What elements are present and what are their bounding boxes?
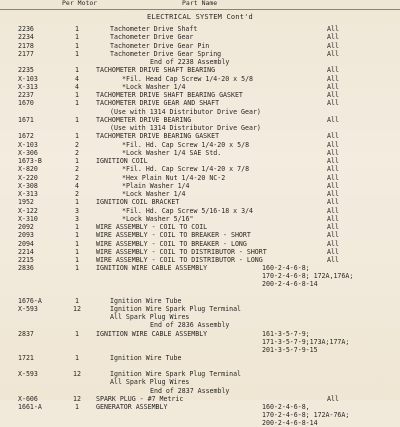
quantity: 1: [75, 25, 79, 33]
table-row: [0, 108, 400, 116]
part-number: 2178: [18, 41, 34, 50]
application: All: [327, 33, 339, 42]
table-row: [0, 157, 400, 165]
part-number: 2177: [18, 49, 34, 58]
quantity: 12: [73, 304, 81, 313]
quantity: 1: [75, 256, 79, 264]
application-line: [0, 419, 400, 427]
part-number: 1721: [18, 353, 34, 362]
table-row: [0, 362, 400, 370]
application: All: [327, 165, 339, 174]
table-row: [0, 395, 400, 403]
application: All: [327, 214, 339, 223]
application-models: 200-2-4-6-8-14: [262, 419, 318, 427]
header-per-motor: Per Motor: [62, 0, 98, 7]
application: All: [327, 181, 339, 190]
part-number: 1673-B: [18, 157, 42, 165]
table-row: [0, 174, 400, 182]
part-number: 2215: [18, 256, 34, 264]
part-number: X-220: [18, 173, 38, 182]
part-number: X-103: [18, 74, 38, 83]
quantity: 3: [75, 214, 79, 223]
table-row: [0, 66, 400, 74]
table-row: [0, 182, 400, 190]
part-number: 2237: [18, 91, 34, 99]
part-description: *Hex Plain Nut 1/4-20 NC-2: [122, 173, 226, 182]
application: All: [327, 157, 339, 165]
table-row: [0, 25, 400, 33]
part-description: Ignition Wire Tube: [110, 353, 182, 362]
quantity: 1: [75, 157, 79, 165]
part-number: 2236: [18, 25, 34, 33]
part-number: X-313: [18, 190, 38, 198]
part-description: (Use with 1314 Distributor Drive Gear): [110, 107, 261, 116]
part-number: 2094: [18, 239, 34, 248]
part-description: WIRE ASSEMBLY - COIL TO DISTRIBUTOR - SHORT: [96, 247, 267, 256]
application: All: [327, 206, 339, 215]
quantity: 1: [75, 296, 79, 305]
quantity: 1: [75, 198, 79, 207]
table-row: [0, 354, 400, 362]
quantity: 1: [75, 264, 79, 273]
quantity: 1: [75, 353, 79, 362]
quantity: 1: [75, 239, 79, 248]
application: All: [327, 190, 339, 198]
table-row: [0, 288, 400, 296]
quantity: 1: [75, 66, 79, 75]
part-number: X-308: [18, 181, 38, 190]
part-description: Tachometer Drive Gear: [110, 33, 194, 42]
quantity: 4: [75, 74, 79, 83]
part-number: 2836: [18, 264, 34, 273]
table-row: [0, 190, 400, 198]
quantity: 1: [75, 223, 79, 231]
part-number: X-593: [18, 304, 38, 313]
application-models: 170-2-4-6-8; 172A-76A;: [262, 411, 350, 419]
part-description: (Use with 1314 Distributor Drive Gear): [110, 124, 261, 132]
part-description: End of 2836 Assembly: [150, 321, 230, 330]
table-row: [0, 297, 400, 305]
table-row: [0, 149, 400, 157]
part-description: Tachometer Drive Shaft: [110, 25, 198, 33]
application-line: [0, 264, 400, 272]
quantity: 2: [75, 165, 79, 174]
part-description: TACHOMETER DRIVE BEARING: [96, 115, 192, 124]
table-row: [0, 321, 400, 329]
part-number: X-122: [18, 206, 38, 215]
quantity: 1: [75, 115, 79, 124]
part-description: IGNITION WIRE CABLE ASSEMBLY: [96, 264, 208, 273]
part-description: WIRE ASSEMBLY - COIL TO COIL: [96, 223, 208, 231]
table-row: [0, 305, 400, 313]
part-number: 1671: [18, 115, 34, 124]
quantity: 1: [75, 329, 79, 338]
part-number: 1676-A: [18, 296, 42, 305]
section-title: ELECTRICAL SYSTEM Cont'd: [147, 13, 253, 21]
application: All: [327, 140, 339, 149]
part-description: *Lock Washer 1/4: [122, 190, 186, 198]
part-description: WIRE ASSEMBLY - COIL TO BREAKER - SHORT: [96, 231, 251, 240]
part-number: X-820: [18, 165, 38, 174]
table-row: [0, 58, 400, 66]
header-part-name: Part Name: [182, 0, 218, 7]
quantity: 1: [75, 247, 79, 256]
part-description: End of 2837 Assembly: [150, 386, 230, 395]
part-description: *Fil. Hd. Cap Screw 1/4-20 x 7/8: [122, 165, 250, 174]
part-number: 2093: [18, 231, 34, 240]
table-row: [0, 387, 400, 395]
quantity: 1: [75, 33, 79, 42]
application-models: 161-3-5-7-9;: [262, 329, 310, 338]
application: All: [327, 394, 339, 403]
part-description: Ignition Wire Tube: [110, 296, 182, 305]
part-description: All Spark Plug Wires: [110, 378, 190, 387]
application-line: [0, 346, 400, 354]
quantity: 2: [75, 190, 79, 198]
part-number: X-606: [18, 394, 38, 403]
quantity: 1: [75, 132, 79, 141]
application: All: [327, 41, 339, 50]
part-description: *Fil. Head Cap Screw 1/4-20 x 5/8: [122, 74, 254, 83]
part-number: X-313: [18, 82, 38, 91]
application: All: [327, 91, 339, 99]
table-row: [0, 75, 400, 83]
part-description: *Fil. Hd. Cap Screw 1/4-20 x 5/8: [122, 140, 250, 149]
application-models: 200-2-4-6-8-14: [262, 280, 318, 289]
quantity: 1: [75, 99, 79, 108]
application-models: 170-2-4-6-8; 172A,176A;: [262, 272, 354, 281]
table-row: [0, 256, 400, 264]
table-row: [0, 116, 400, 124]
application-line: [0, 280, 400, 288]
part-description: WIRE ASSEMBLY - COIL TO DISTRIBUTOR - LONG: [96, 256, 263, 264]
application: All: [327, 247, 339, 256]
application: All: [327, 82, 339, 91]
quantity: 2: [75, 173, 79, 182]
application: All: [327, 74, 339, 83]
quantity: 3: [75, 206, 79, 215]
quantity: 12: [73, 394, 81, 403]
part-description: WIRE ASSEMBLY - COIL TO BREAKER - LONG: [96, 239, 247, 248]
application-models: 160-2-4-6-8,: [262, 403, 310, 411]
table-row: [0, 141, 400, 149]
table-row: [0, 198, 400, 206]
part-number: X-310: [18, 214, 38, 223]
application: All: [327, 239, 339, 248]
part-description: IGNITION COIL: [96, 157, 148, 165]
table-row: [0, 33, 400, 41]
table-row: [0, 91, 400, 99]
table-row: [0, 207, 400, 215]
table-row: [0, 50, 400, 58]
quantity: 1: [75, 41, 79, 50]
part-description: *Fil. Hd. Cap Screw 5/16-18 x 3/4: [122, 206, 254, 215]
application-line: [0, 272, 400, 280]
quantity: 4: [75, 82, 79, 91]
part-description: TACHOMETER DRIVE SHAFT BEARING: [96, 66, 216, 75]
table-row: [0, 248, 400, 256]
application: All: [327, 231, 339, 240]
part-number: X-103: [18, 140, 38, 149]
table-row: [0, 313, 400, 321]
quantity: 4: [75, 181, 79, 190]
part-description: SPARK PLUG - #7 Metric: [96, 394, 184, 403]
quantity: 2: [75, 148, 79, 157]
application: All: [327, 256, 339, 264]
part-number: 1952: [18, 198, 34, 207]
part-number: 1661-A: [18, 403, 42, 411]
quantity: 1: [75, 231, 79, 240]
application-line: [0, 411, 400, 419]
part-description: *Plain Washer 1/4: [122, 181, 190, 190]
table-row: [0, 378, 400, 386]
application: All: [327, 115, 339, 124]
part-number: 2235: [18, 66, 34, 75]
part-description: *Lock Washer 5/16": [122, 214, 194, 223]
application: All: [327, 99, 339, 108]
part-description: Tachometer Drive Gear Spring: [110, 49, 222, 58]
application: All: [327, 173, 339, 182]
part-number: 1672: [18, 132, 34, 141]
application-line: [0, 330, 400, 338]
application-models: 201-3-5-7-9-15: [262, 345, 318, 354]
table-row: [0, 124, 400, 132]
part-description: *Lock Washer 1/4: [122, 82, 186, 91]
application-line: [0, 403, 400, 411]
part-number: 2837: [18, 329, 34, 338]
application: All: [327, 148, 339, 157]
application: All: [327, 198, 339, 207]
application: All: [327, 132, 339, 141]
part-description: IGNITION WIRE CABLE ASSEMBLY: [96, 329, 208, 338]
table-row: [0, 42, 400, 50]
part-description: All Spark Plug Wires: [110, 313, 190, 321]
part-description: *Lock Washer 1/4 SAE Std.: [122, 148, 222, 157]
quantity: 12: [73, 370, 81, 378]
table-row: [0, 165, 400, 173]
application: All: [327, 49, 339, 58]
table-row: [0, 132, 400, 140]
part-description: End of 2238 Assembly: [150, 58, 230, 66]
quantity: 1: [75, 403, 79, 411]
part-number: X-593: [18, 370, 38, 378]
quantity: 2: [75, 140, 79, 149]
table-row: [0, 370, 400, 378]
quantity: 1: [75, 49, 79, 58]
application: All: [327, 25, 339, 33]
part-description: Ignition Wire Spark Plug Terminal: [110, 370, 242, 378]
part-description: TACHOMETER DRIVE GEAR AND SHAFT: [96, 99, 220, 108]
table-row: [0, 83, 400, 91]
part-description: Ignition Wire Spark Plug Terminal: [110, 304, 242, 313]
part-description: GENERATOR ASSEMBLY: [96, 403, 168, 411]
table-row: [0, 215, 400, 223]
table-row: [0, 223, 400, 231]
part-number: 2092: [18, 223, 34, 231]
table-row: [0, 99, 400, 107]
part-number: 1670: [18, 99, 34, 108]
application: All: [327, 223, 339, 231]
application-models: 171-3-5-7-9;173A;177A;: [262, 337, 350, 346]
part-description: Tachometer Drive Gear Pin: [110, 41, 210, 50]
table-row: [0, 231, 400, 239]
table-row: [0, 240, 400, 248]
part-number: 2234: [18, 33, 34, 42]
part-number: X-306: [18, 148, 38, 157]
part-number: 2214: [18, 247, 34, 256]
part-description: TACHOMETER DRIVE SHAFT BEARING GASKET: [96, 91, 243, 99]
part-description: TACHOMETER DRIVE BEARING GASKET: [96, 132, 220, 141]
quantity: 1: [75, 91, 79, 99]
application-models: 160-2-4-6-8;: [262, 264, 310, 273]
application-line: [0, 338, 400, 346]
application: All: [327, 66, 339, 75]
part-description: IGNITION COIL BRACKET: [96, 198, 180, 207]
